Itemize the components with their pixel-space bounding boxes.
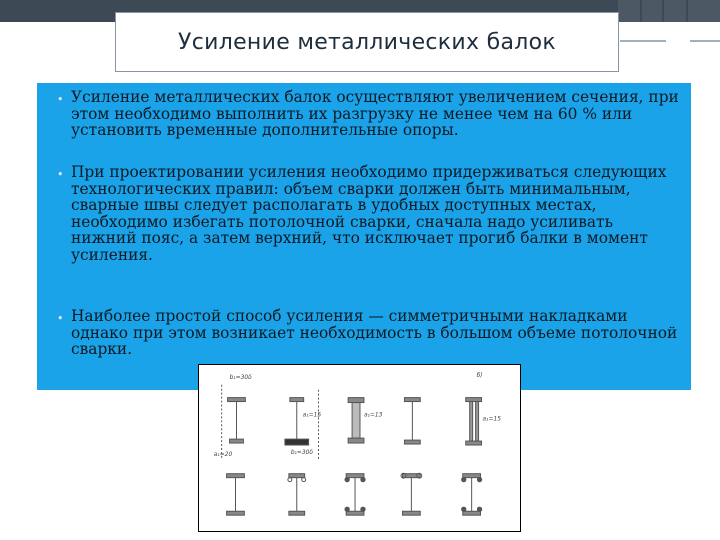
bullet-text: При проектировании усиления необходимо придерживаться следующих технологических правил: объем сварки должен быть минимальным, сварные швы следует располагать в удобных доступных местах, необходимо избегать потолочной сварки, сначала надо усиливать нижний пояс, а затем верхний, что исключает прогиб балки в момент усиления. (71, 163, 667, 264)
content-panel (37, 83, 691, 390)
beam-section (466, 398, 482, 445)
bullet-text: Усиление металлических балок осуществляют увеличением сечения, при этом необходимо выполнить их разгрузку не менее чем на 60 % или установить временные дополнительные опоры. (71, 88, 679, 139)
beam-section (288, 474, 306, 516)
dim-label: a₁=20 (213, 451, 233, 458)
dim-label: a₁=15 (482, 416, 501, 423)
bullet-text: Наиболее простой способ усиления — симметричными накладками однако при этом возникает необходимость в большом объеме потолочной сварки. (71, 307, 678, 358)
dim-label: a₁=15 (302, 412, 322, 419)
beam-sections-drawing (199, 365, 520, 531)
band-cell (618, 0, 640, 22)
beam-section (227, 474, 245, 516)
title-box (115, 12, 619, 72)
beam-section (348, 398, 364, 443)
beam-section (345, 474, 365, 516)
dim-label: б) (476, 372, 483, 379)
deco-line (620, 40, 666, 42)
beam-section (462, 474, 482, 516)
beam-section (222, 385, 246, 459)
dim-label: a₁=13 (363, 412, 383, 419)
band-cell (688, 0, 720, 22)
beam-section (404, 398, 420, 444)
bullet-item (57, 89, 681, 139)
bullet-marker: • (57, 93, 64, 106)
bullet-item (57, 164, 681, 263)
beam-reinforcement-figure (198, 364, 521, 532)
beam-section (401, 473, 422, 515)
bullet-item (57, 308, 681, 358)
beam-section (285, 390, 319, 459)
bullet-marker: • (57, 312, 64, 325)
band-cell (664, 0, 686, 22)
bullet-marker: • (57, 168, 64, 181)
slide-title: Усиление металлических балок (178, 29, 556, 55)
deco-line (690, 40, 720, 42)
dim-label: b₁=30δ (229, 374, 252, 381)
dim-label: b₁=30δ (290, 449, 314, 456)
band-cell (642, 0, 662, 22)
